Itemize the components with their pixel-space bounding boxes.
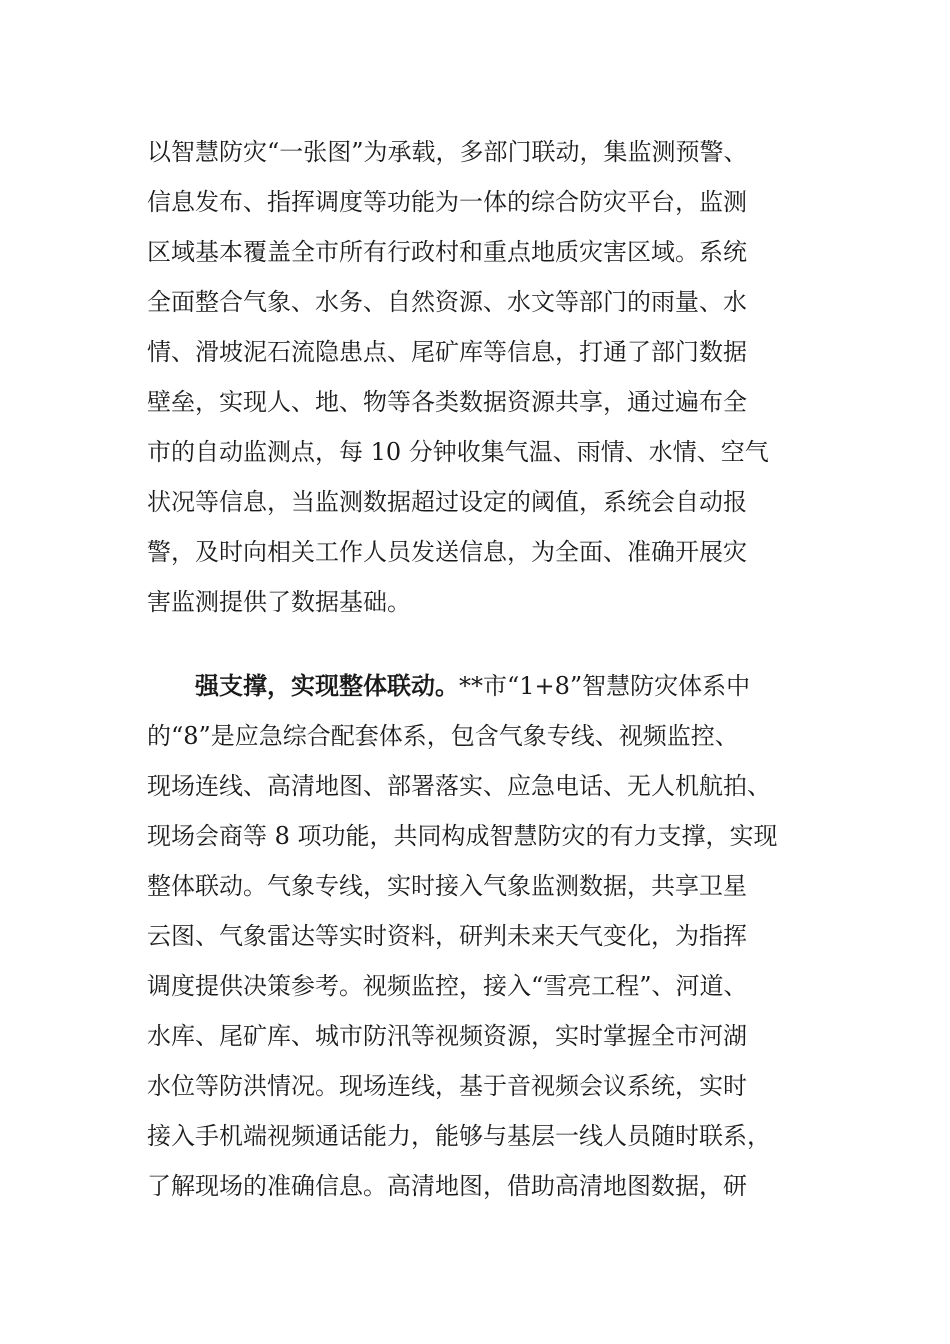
paragraph-line: 调度提供决策参考。视频监控，接入“雪亮工程”、河道、 [147,972,748,1000]
paragraph-line: 市的自动监测点，每 10 分钟收集气温、雨情、水情、空气 [147,438,769,466]
paragraph-line: 状况等信息，当监测数据超过设定的阈值，系统会自动报 [147,488,747,516]
paragraph-platform-overview [147,127,807,627]
paragraph-text: **市“1+8”智慧防灾体系中 [459,672,751,700]
paragraph-line: 信息发布、指挥调度等功能为一体的综合防灾平台，监测 [147,188,747,216]
paragraph-line: 现场连线、高清地图、部署落实、应急电话、无人机航拍、 [147,772,771,800]
paragraph-support-linkage [147,661,807,1211]
paragraph-line: 水位等防洪情况。现场连线，基于音视频会议系统，实时 [147,1072,747,1100]
paragraph-line: 全面整合气象、水务、自然资源、水文等部门的雨量、水 [147,288,747,316]
section-heading: 强支撑，实现整体联动。 [195,672,459,700]
paragraph-line: 以智慧防灾“一张图”为承载，多部门联动，集监测预警、 [147,138,748,166]
paragraph-line: 现场会商等 8 项功能，共同构成智慧防灾的有力支撑，实现 [147,822,778,850]
paragraph-line: 云图、气象雷达等实时资料，研判未来天气变化，为指挥 [147,922,747,950]
paragraph-line: 整体联动。气象专线，实时接入气象监测数据，共享卫星 [147,872,747,900]
paragraph-line: 接入手机端视频通话能力，能够与基层一线人员随时联系， [147,1122,771,1150]
paragraph-line: 水库、尾矿库、城市防汛等视频资源，实时掌握全市河湖 [147,1022,747,1050]
paragraph-line: 了解现场的准确信息。高清地图，借助高清地图数据，研 [147,1172,747,1200]
paragraph-line: 区域基本覆盖全市所有行政村和重点地质灾害区域。系统 [147,238,747,266]
paragraph-line: 警，及时向相关工作人员发送信息，为全面、准确开展灾 [147,538,747,566]
paragraph-line: 壁垒，实现人、地、物等各类数据资源共享，通过遍布全 [147,388,747,416]
paragraph-line: 害监测提供了数据基础。 [147,588,411,616]
paragraph-line: 的“8”是应急综合配套体系，包含气象专线、视频监控、 [147,722,739,750]
paragraph-line: 情、滑坡泥石流隐患点、尾矿库等信息，打通了部门数据 [147,338,747,366]
paragraph-first-line [147,661,807,711]
